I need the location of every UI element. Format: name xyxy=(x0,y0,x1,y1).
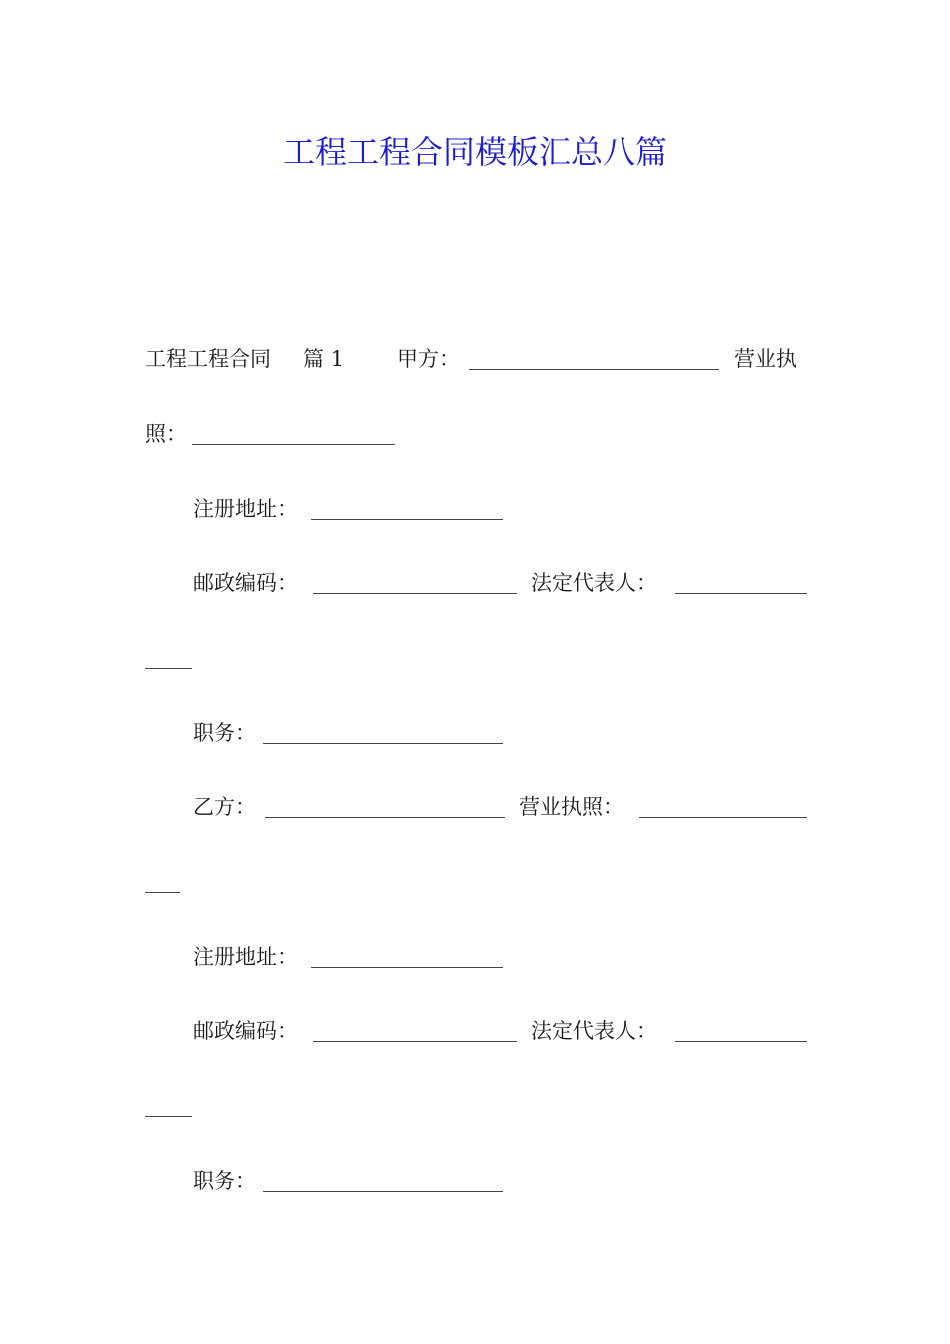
party-b-position-blank[interactable] xyxy=(263,1191,503,1192)
intro-line xyxy=(145,343,807,375)
party-b-legal-rep-blank[interactable] xyxy=(675,1041,807,1042)
party-a-legal-rep-label: 法定代表人： xyxy=(531,571,657,595)
party-a-address-label: 注册地址： xyxy=(193,497,298,521)
party-a-postcode-label: 邮政编码： xyxy=(193,571,298,595)
party-b-license-blank[interactable] xyxy=(639,817,807,818)
party-b-license-continuation xyxy=(145,866,807,898)
party-b-license-label: 营业执照： xyxy=(519,795,624,819)
party-b-blank[interactable] xyxy=(265,817,505,818)
party-b-legal-rep-blank-tail[interactable] xyxy=(145,1116,192,1117)
party-b-label: 乙方： xyxy=(193,795,256,819)
party-b-address-label: 注册地址： xyxy=(193,945,298,969)
party-a-postcode-blank[interactable] xyxy=(313,593,517,594)
party-b-position-line xyxy=(193,1165,807,1197)
party-b-address-blank[interactable] xyxy=(311,967,503,968)
party-b-line xyxy=(193,791,807,823)
license-label-head: 营业执 xyxy=(734,347,797,371)
party-a-legal-rep-continuation xyxy=(145,642,807,674)
party-a-legal-rep-blank-tail[interactable] xyxy=(145,668,192,669)
party-b-postcode-blank[interactable] xyxy=(313,1041,517,1042)
party-b-address-line xyxy=(193,941,807,973)
party-a-position-line xyxy=(193,717,807,749)
party-b-legal-rep-label: 法定代表人： xyxy=(531,1019,657,1043)
party-a-legal-rep-blank[interactable] xyxy=(675,593,807,594)
party-b-position-label: 职务： xyxy=(193,1169,256,1193)
party-a-address-blank[interactable] xyxy=(311,519,503,520)
license-line xyxy=(145,418,807,450)
party-b-legal-rep-continuation xyxy=(145,1090,807,1122)
party-a-license-blank[interactable] xyxy=(192,444,395,445)
party-a-address-line xyxy=(193,493,807,525)
license-label-tail: 照： xyxy=(145,422,187,446)
party-b-postcode-line xyxy=(193,1015,807,1047)
party-a-postcode-line xyxy=(193,567,807,599)
party-a-blank[interactable] xyxy=(469,369,719,370)
party-a-position-label: 职务： xyxy=(193,721,256,745)
part-number: 篇 1 xyxy=(303,347,345,371)
party-a-label: 甲方： xyxy=(397,347,460,371)
party-b-postcode-label: 邮政编码： xyxy=(193,1019,298,1043)
document-title: 工程工程合同模板汇总八篇 xyxy=(282,133,667,171)
party-a-position-blank[interactable] xyxy=(263,743,503,744)
party-b-license-blank-tail[interactable] xyxy=(145,892,180,893)
contract-heading: 工程工程合同 xyxy=(145,347,271,371)
